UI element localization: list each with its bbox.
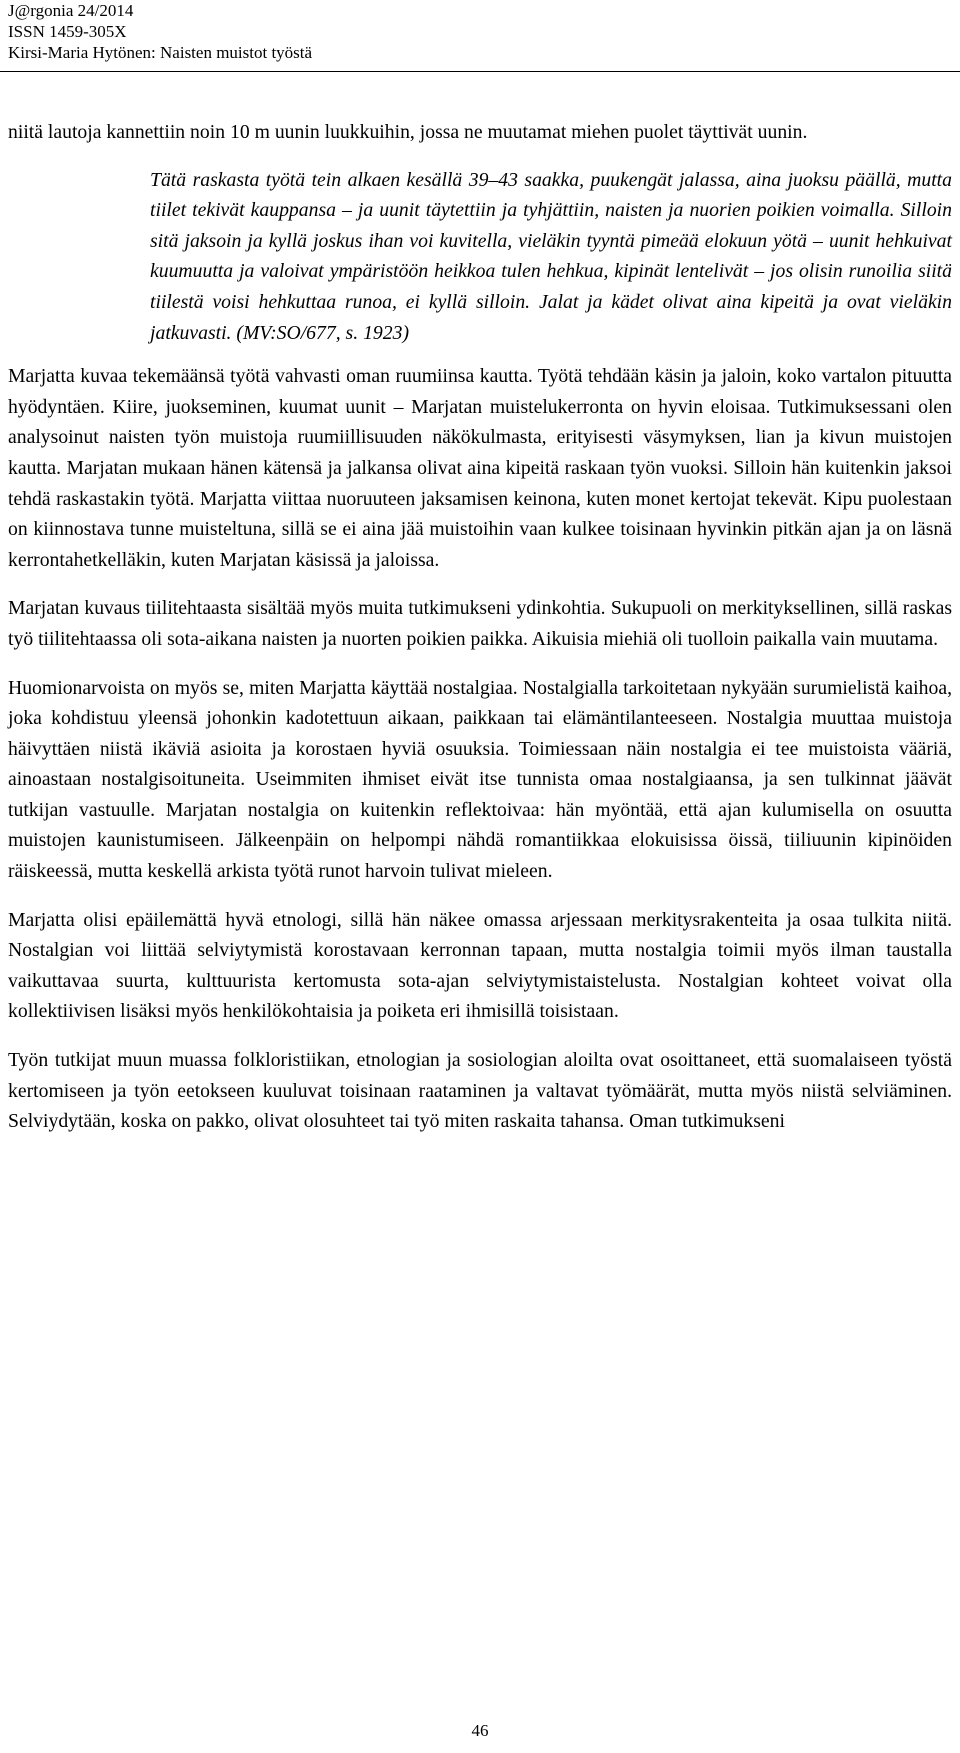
running-header xyxy=(8,0,952,63)
paragraph-continuation: niitä lautoja kannettiin noin 10 m uunin luukkuihin, jossa ne muutamat miehen puolet täyttivät uunin. xyxy=(8,121,808,143)
issn: ISSN 1459-305X xyxy=(8,22,127,41)
journal-title: J@rgonia 24/2014 xyxy=(8,1,134,20)
paragraph: Marjatan kuvaus tiilitehtaasta sisältää myös muita tutkimukseni ydinkohtia. Sukupuoli on merkityksellinen, sillä raskas työ tiilitehtaassa oli sota-aikana naisten ja nuorten poikien paikka. Aikuisia miehiä oli tuolloin paikalla vain muutama. xyxy=(8,597,952,650)
block-quote: Tätä raskasta työtä tein alkaen kesällä 39–43 saakka, puukengät jalassa, aina juoksu päällä, mutta tiilet tekivät kauppansa – ja uunit täytettiin ja tyhjättiin, naisten ja nuorien poikien voimalla. Silloin sitä jaksoin ja kyllä joskus ihan voi kuvitella, vieläkin tyyntä pimeää elokuun yötä – uunit hehkuivat kuumuutta ja valoivat ympäristöön heikkoa tulen hehkua, kipinät lentelivät – jos olisin runoilia siitä tiilestä voisi hehkuttaa runoa, ei kyllä silloin. Jalat ja kädet olivat aina kipeitä ja ovat vieläkin jatkuvasti. (MV:SO/677, s. 1923) xyxy=(150,168,952,344)
header-divider xyxy=(0,71,960,72)
paragraph: Työn tutkijat muun muassa folkloristiikan, etnologian ja sosiologian aloilta ovat osoittaneet, että suomalaiseen työstä kertomiseen ja työn eetokseen kuuluvat toisinaan raataminen ja valtavat työmäärät, mutta myös niistä selviäminen. Selviydytään, koska on pakko, olivat olosuhteet tai työ miten raskaita tahansa. Oman tutkimukseni xyxy=(8,1049,952,1133)
paragraph: Marjatta kuvaa tekemäänsä työtä vahvasti oman ruumiinsa kautta. Työtä tehdään käsin ja jaloin, koko vartalon pituutta hyödyntäen. Kiire, juokseminen, kuumat uunit – Marjatan muistelukerronta on hyvin eloisaa. Tutkimuksessani olen analysoinut naisten työn muistoja ruumiillisuuden näkökulmasta, erityisesti väsymyksen, lian ja kivun muistojen kautta. Marjatan mukaan hänen kätensä ja jalkansa olivat aina kipeitä raskaan työn vuoksi. Silloin hän kuitenkin jaksoi tehdä raskastakin työtä. Marjatta viittaa nuoruuteen jaksamisen keinona, kuten monet kertojat tekevät. Kipu puolestaan on kiinnostava tunne muisteltuna, sillä se ei aina jää muistoihin vaan kulkee toisinaan hyvinkin pitkän ajan ja on läsnä kerrontahetkelläkin, kuten Marjatan käsissä ja jaloissa. xyxy=(8,365,952,571)
paragraph: Huomionarvoista on myös se, miten Marjatta käyttää nostalgiaa. Nostalgialla tarkoitetaan nykyään surumielistä kaihoa, joka kohdistuu yleensä johonkin kadotettuun aikaan, paikkaan tai elämäntilanteeseen. Nostalgia muuttaa muistoja häivyttäen niistä ikäviä asioita ja korostaen hyviä osuuksia. Toimiessaan näin nostalgia ei tee muistoista vääriä, ainoastaan nostalgisoituneita. Useimmiten ihmiset eivät itse tunnista omaa nostalgiaansa, ja sen tulkinnat jäävät tutkijan vastuulle. Marjatan nostalgia on kuitenkin reflektoivaa: hän myöntää, että ajan kulumisella on osuutta muistojen kaunistumiseen. Jälkeenpäin on helpompi nähdä romantiikkaa elokuisissa öissä, tiiliuunin kipinöiden räiskeessä, mutta keskellä arkista työtä runot harvoin tulivat mieleen. xyxy=(8,676,952,883)
page-number: 46 xyxy=(471,1721,489,1740)
paragraph: Marjatta olisi epäilemättä hyvä etnologi, sillä hän näkee omassa arjessaan merkitysrakenteita ja osaa tulkita niitä. Nostalgian voi liittää selviytymistä korostavaan kerronnan tapaan, mutta nostalgia toimii myös ilman taustalla vaikuttavaa suurta, kulttuurista kertomusta sota-ajan selviytymistaistelusta. Nostalgian kohteet voivat olla kollektiivisen lisäksi myös henkilökohtaisia ja poiketa eri ihmisillä toisistaan. xyxy=(8,908,952,1023)
article-body xyxy=(8,117,952,1137)
article-author-title: Kirsi-Maria Hytönen: Naisten muistot työstä xyxy=(8,43,313,62)
